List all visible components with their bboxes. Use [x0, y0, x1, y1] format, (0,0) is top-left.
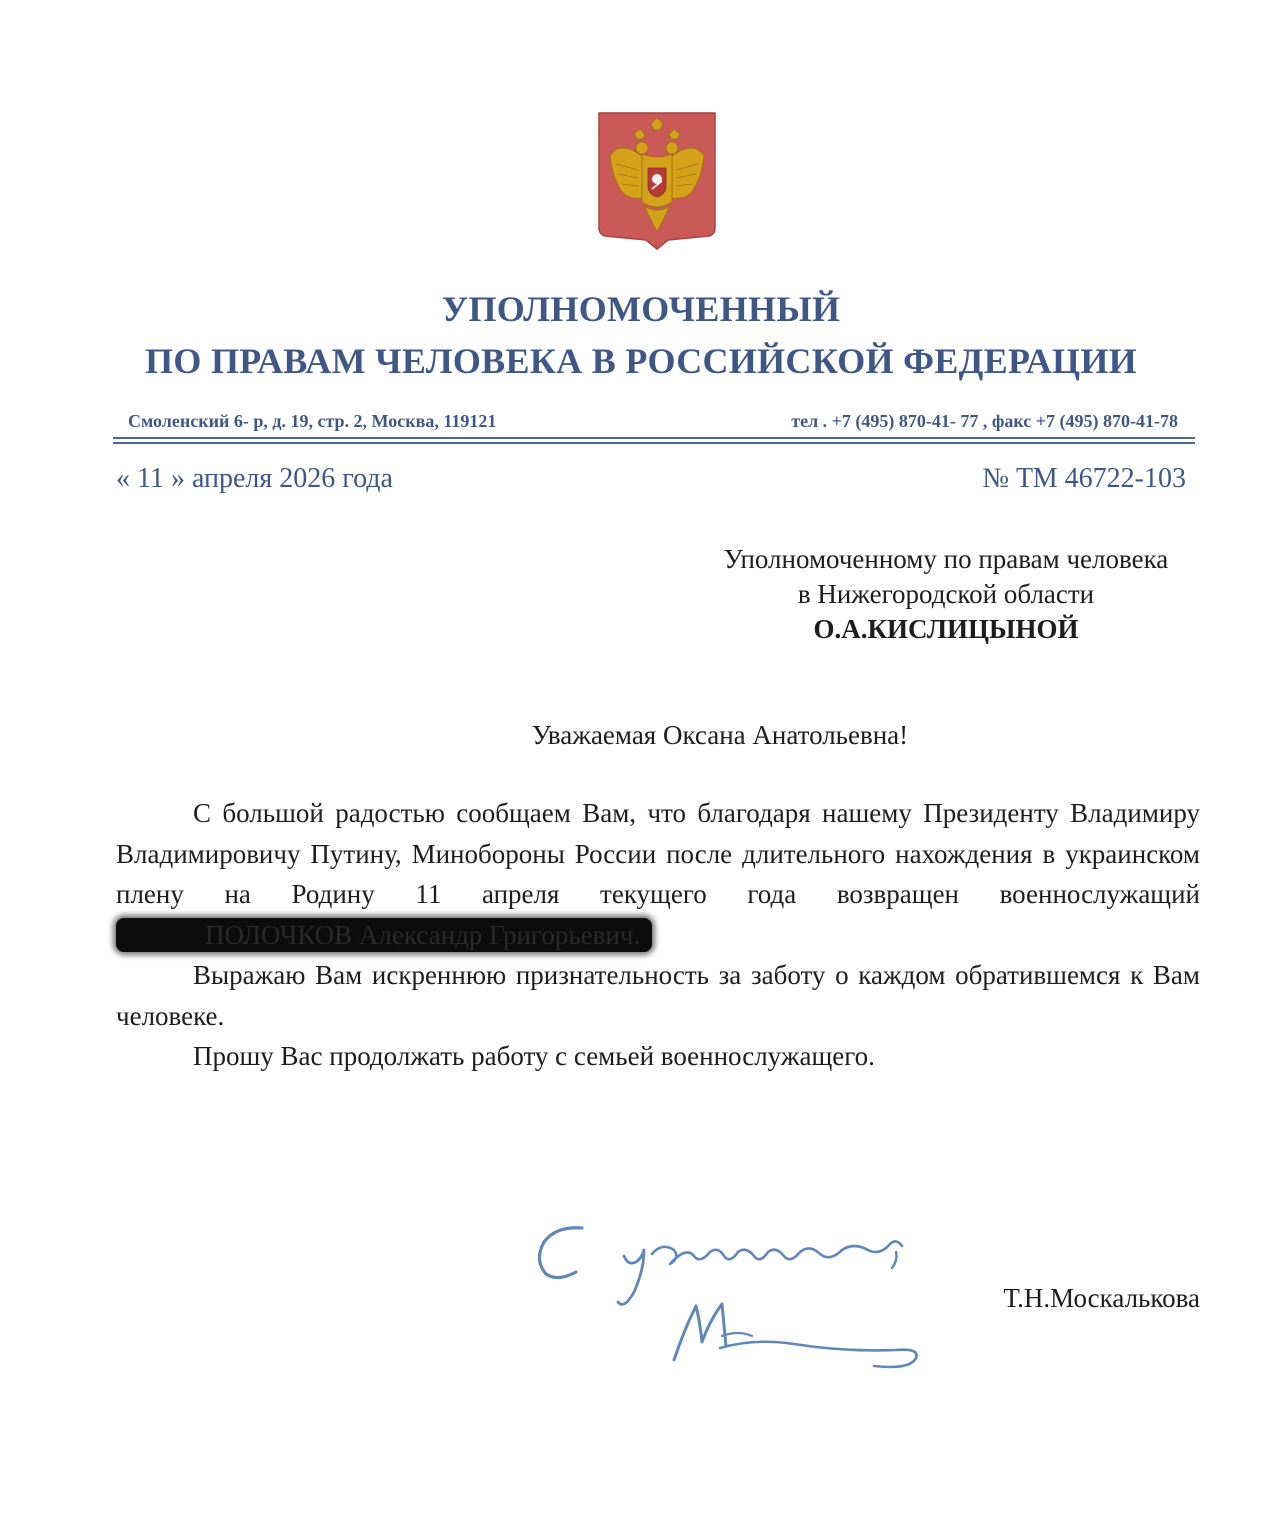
header-title-line2: ПО ПРАВАМ ЧЕЛОВЕКА В РОССИЙСКОЙ ФЕДЕРАЦИИ — [145, 341, 1137, 381]
document-number: № ТМ 46722-103 — [982, 463, 1186, 494]
recipient-line2: в Нижегородской области — [797, 579, 1095, 609]
body-paragraph-2: Выражаю Вам искреннюю признательность за заботу о каждом обратившемся к Вам человеке. — [116, 960, 1200, 1031]
header-address: Смоленский 6- р, д. 19, стр. 2, Москва, 119121 — [128, 411, 497, 431]
recipient-name: О.А.КИСЛИЦЫНОЙ — [813, 614, 1079, 644]
handwritten-signature — [524, 1210, 928, 1380]
recipient-block — [690, 542, 1202, 647]
body-paragraph-1 — [116, 793, 1200, 955]
header-divider-top — [113, 437, 1195, 439]
redacted-name: ПОЛОЧКОВ Александр Григорьевич. — [116, 918, 652, 952]
coat-of-arms-emblem — [596, 110, 718, 250]
recipient-line1: Уполномоченному по правам человека — [723, 544, 1169, 574]
body-paragraph-1-text: С большой радостью сообщаем Вам, что благодаря нашему Президенту Владимиру Владимировичу Путину, Минобороны России после длительного нахождения в украинском плену на Родину 11 апреля текущего года возвращен военнослужащий — [116, 798, 1200, 909]
body-paragraph-3: Прошу Вас продолжать работу с семьей военнослужащего. — [193, 1041, 875, 1071]
letter-body — [116, 793, 1200, 1077]
header-contacts: тел . +7 (495) 870-41- 77 , факс +7 (495) 870-41-78 — [791, 411, 1178, 431]
signer-name: Т.Н.Москалькова — [1003, 1283, 1200, 1313]
salutation: Уважаемая Оксана Анатольевна! — [531, 720, 909, 750]
eagle-icon — [596, 110, 718, 250]
header-divider-bottom — [113, 442, 1195, 444]
header-title-line1: УПОЛНОМОЧЕННЫЙ — [441, 289, 841, 329]
document-date: « 11 » апреля 2026 года — [116, 463, 393, 494]
